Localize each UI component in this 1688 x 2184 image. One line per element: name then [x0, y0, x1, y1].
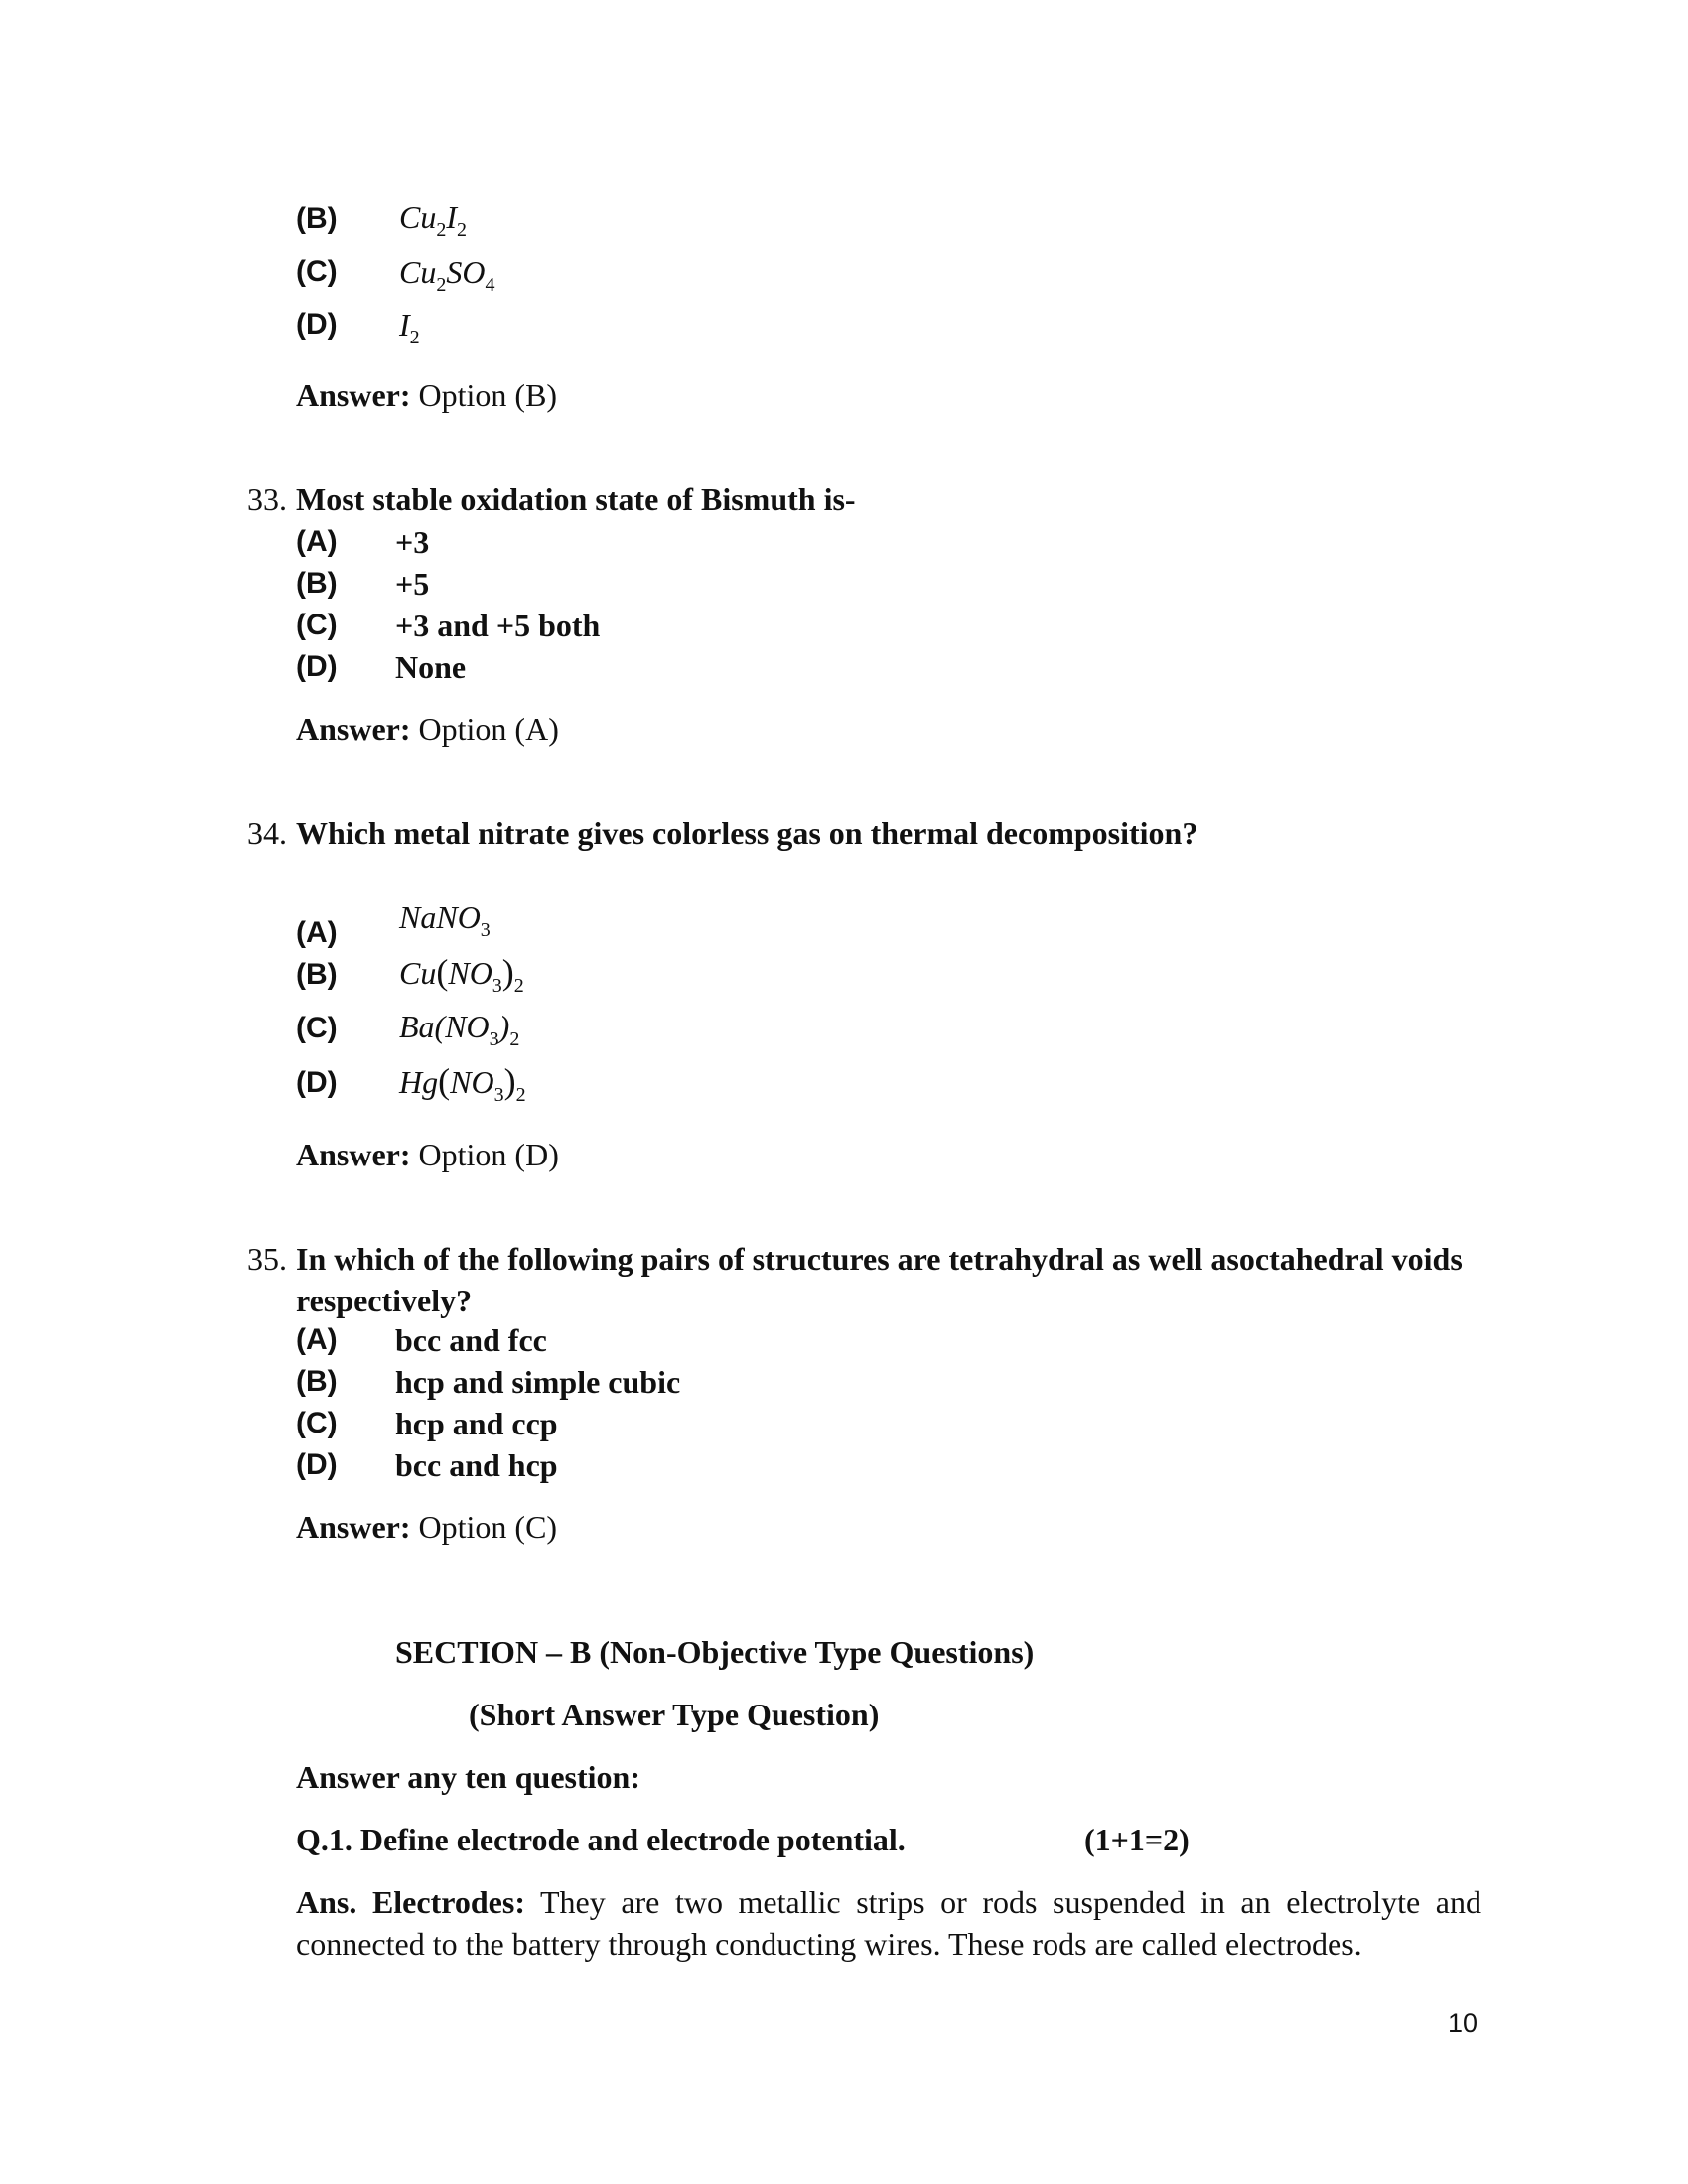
option-text: None	[395, 649, 467, 685]
option-label: (B)	[296, 203, 338, 235]
question-text: In which of the following pairs of structures are tetrahydral as well asoctahedral voids	[296, 1241, 1463, 1277]
question-number: 33.	[247, 481, 287, 517]
question-number: 34.	[247, 815, 287, 851]
option-formula: $Hg(NO_3)_2$	[399, 1061, 526, 1106]
answer-line: Answer: Option (B)	[296, 377, 558, 413]
section-subtitle: (Short Answer Type Question)	[469, 1697, 880, 1732]
question-text: Most stable oxidation state of Bismuth is-	[296, 481, 856, 517]
question-text: Which metal nitrate gives colorless gas on thermal decomposition?	[296, 815, 1198, 851]
question-number: 35.	[247, 1241, 287, 1277]
question-text-continued: respectively?	[296, 1283, 473, 1318]
option-label: (C)	[296, 255, 338, 288]
option-text: hcp and ccp	[395, 1406, 558, 1441]
option-label: (A)	[296, 916, 338, 949]
option-label: (B)	[296, 567, 338, 600]
section-instruction: Answer any ten question:	[296, 1759, 640, 1795]
option-text: +3	[395, 524, 430, 560]
option-text: +3 and +5 both	[395, 608, 601, 643]
question-text: Q.1. Define electrode and electrode potential.	[296, 1822, 906, 1857]
option-label: (D)	[296, 650, 338, 683]
answer-paragraph: Ans. Electrodes: They are two metallic strips or rods suspended in an electrolyte and connected to the battery through conducting wires. These rods are called electrodes.	[296, 1884, 1482, 1962]
option-label: (B)	[296, 1365, 338, 1398]
option-label: (C)	[296, 1407, 338, 1439]
option-formula: $Ba(NO_3)_2$	[399, 1009, 520, 1050]
option-label: (D)	[296, 308, 338, 341]
option-label: (C)	[296, 1012, 338, 1044]
option-label: (A)	[296, 525, 338, 558]
option-label: (D)	[296, 1448, 338, 1481]
answer-line: Answer: Option (C)	[296, 1509, 558, 1545]
option-formula: $Cu(NO_3)_2$	[399, 952, 524, 997]
answer-line: Answer: Option (D)	[296, 1137, 559, 1172]
option-text: bcc and hcp	[395, 1447, 558, 1483]
option-formula: $Cu_2I_2$	[399, 200, 467, 241]
option-text: +5	[395, 566, 430, 602]
question-marks: (1+1=2)	[1084, 1822, 1190, 1857]
option-label: (B)	[296, 958, 338, 991]
page-number: 10	[1448, 2008, 1478, 2038]
option-text: hcp and simple cubic	[395, 1364, 681, 1400]
option-label: (A)	[296, 1323, 338, 1356]
option-formula: $Cu_2SO_4$	[399, 254, 495, 296]
option-label: (D)	[296, 1066, 338, 1099]
option-formula: $I_2$	[399, 307, 420, 348]
option-label: (C)	[296, 609, 338, 641]
option-formula: NaNO$_3$	[399, 899, 491, 941]
option-text: bcc and fcc	[395, 1322, 547, 1358]
answer-line: Answer: Option (A)	[296, 711, 559, 747]
section-title: SECTION – B (Non-Objective Type Questions)	[395, 1634, 1035, 1670]
